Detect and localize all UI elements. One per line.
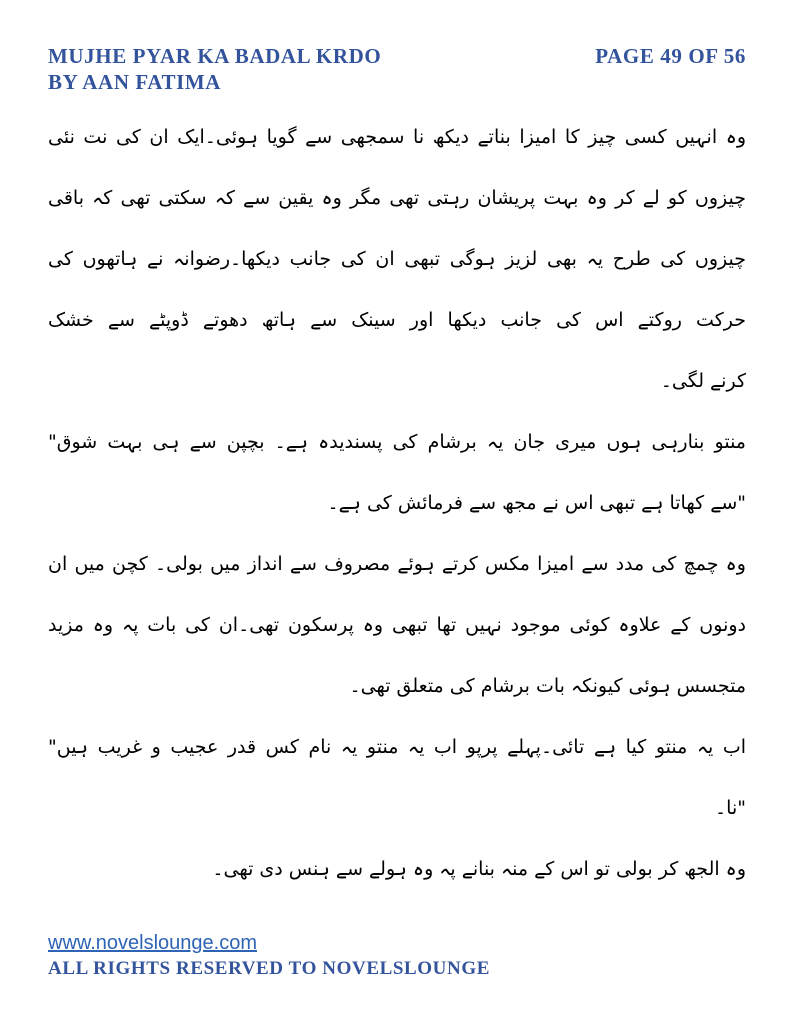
text-line: "نا۔	[715, 797, 746, 820]
text-line: اب یہ منتو کیا ہے تائی۔پہلے پرپو اب یہ منتو یہ نام کس قدر عجیب و غریب ہیں"	[48, 736, 746, 759]
website-link[interactable]: www.novelslounge.com	[48, 931, 257, 954]
novel-text	[48, 107, 746, 900]
page-footer	[48, 931, 746, 1024]
text-line: متجسس ہوئی کیونکہ بات برشام کی متعلق تھی۔	[349, 675, 746, 698]
text-line: کرنے لگی۔	[660, 370, 746, 393]
text-line: وہ الجھ کر بولی تو اس کے منہ بنانے پہ وہ ہولے سے ہنس دی تھی۔	[212, 858, 746, 881]
novel-title: MUJHE PYAR KA BADAL KRDO	[48, 44, 382, 68]
header-left	[48, 44, 381, 95]
page-indicator: PAGE 49 OF 56	[595, 44, 746, 68]
text-line: حرکت روکتے اس کی جانب دیکھا اور سینک سے ہاتھ دھوتے ڈوپٹے سے خشک	[48, 309, 746, 332]
text-line: "سے کھاتا ہے تبھی اس نے مجھ سے فرمائش کی ہے۔	[327, 492, 746, 515]
novel-author: BY AAN FATIMA	[48, 69, 222, 94]
rights-notice: ALL RIGHTS RESERVED TO NOVELSLOUNGE	[48, 957, 490, 979]
text-line: منتو بنارہی ہوں میری جان یہ برشام کی پسندیدہ ہے۔ بچپن سے ہی بہت شوق"	[48, 431, 746, 454]
text-line: دونوں کے علاوہ کوئی موجود نہیں تھا تبھی وہ پرسکون تھی۔ان کی بات پہ وہ مزید	[48, 614, 746, 637]
text-line: وہ چمچ کی مدد سے امیزا مکس کرتے ہوئے مصروف سے انداز میں بولی۔ کچن میں ان	[48, 553, 746, 576]
page-header	[48, 44, 746, 95]
text-line: چیزوں کی طرح یہ بھی لزیز ہوگی تبھی ان کی جانب دیکھا۔رضوانہ نے ہاتھوں کی	[48, 248, 746, 271]
text-line: چیزوں کو لے کر وہ بہت پریشان رہتی تھی مگر وہ یقین سے کہ سکتی تھی کہ باقی	[48, 187, 746, 210]
text-line: وہ انہیں کسی چیز کا امیزا بناتے دیکھ نا سمجھی سے گویا ہوئی۔ایک ان کی نت نئی	[48, 126, 746, 149]
